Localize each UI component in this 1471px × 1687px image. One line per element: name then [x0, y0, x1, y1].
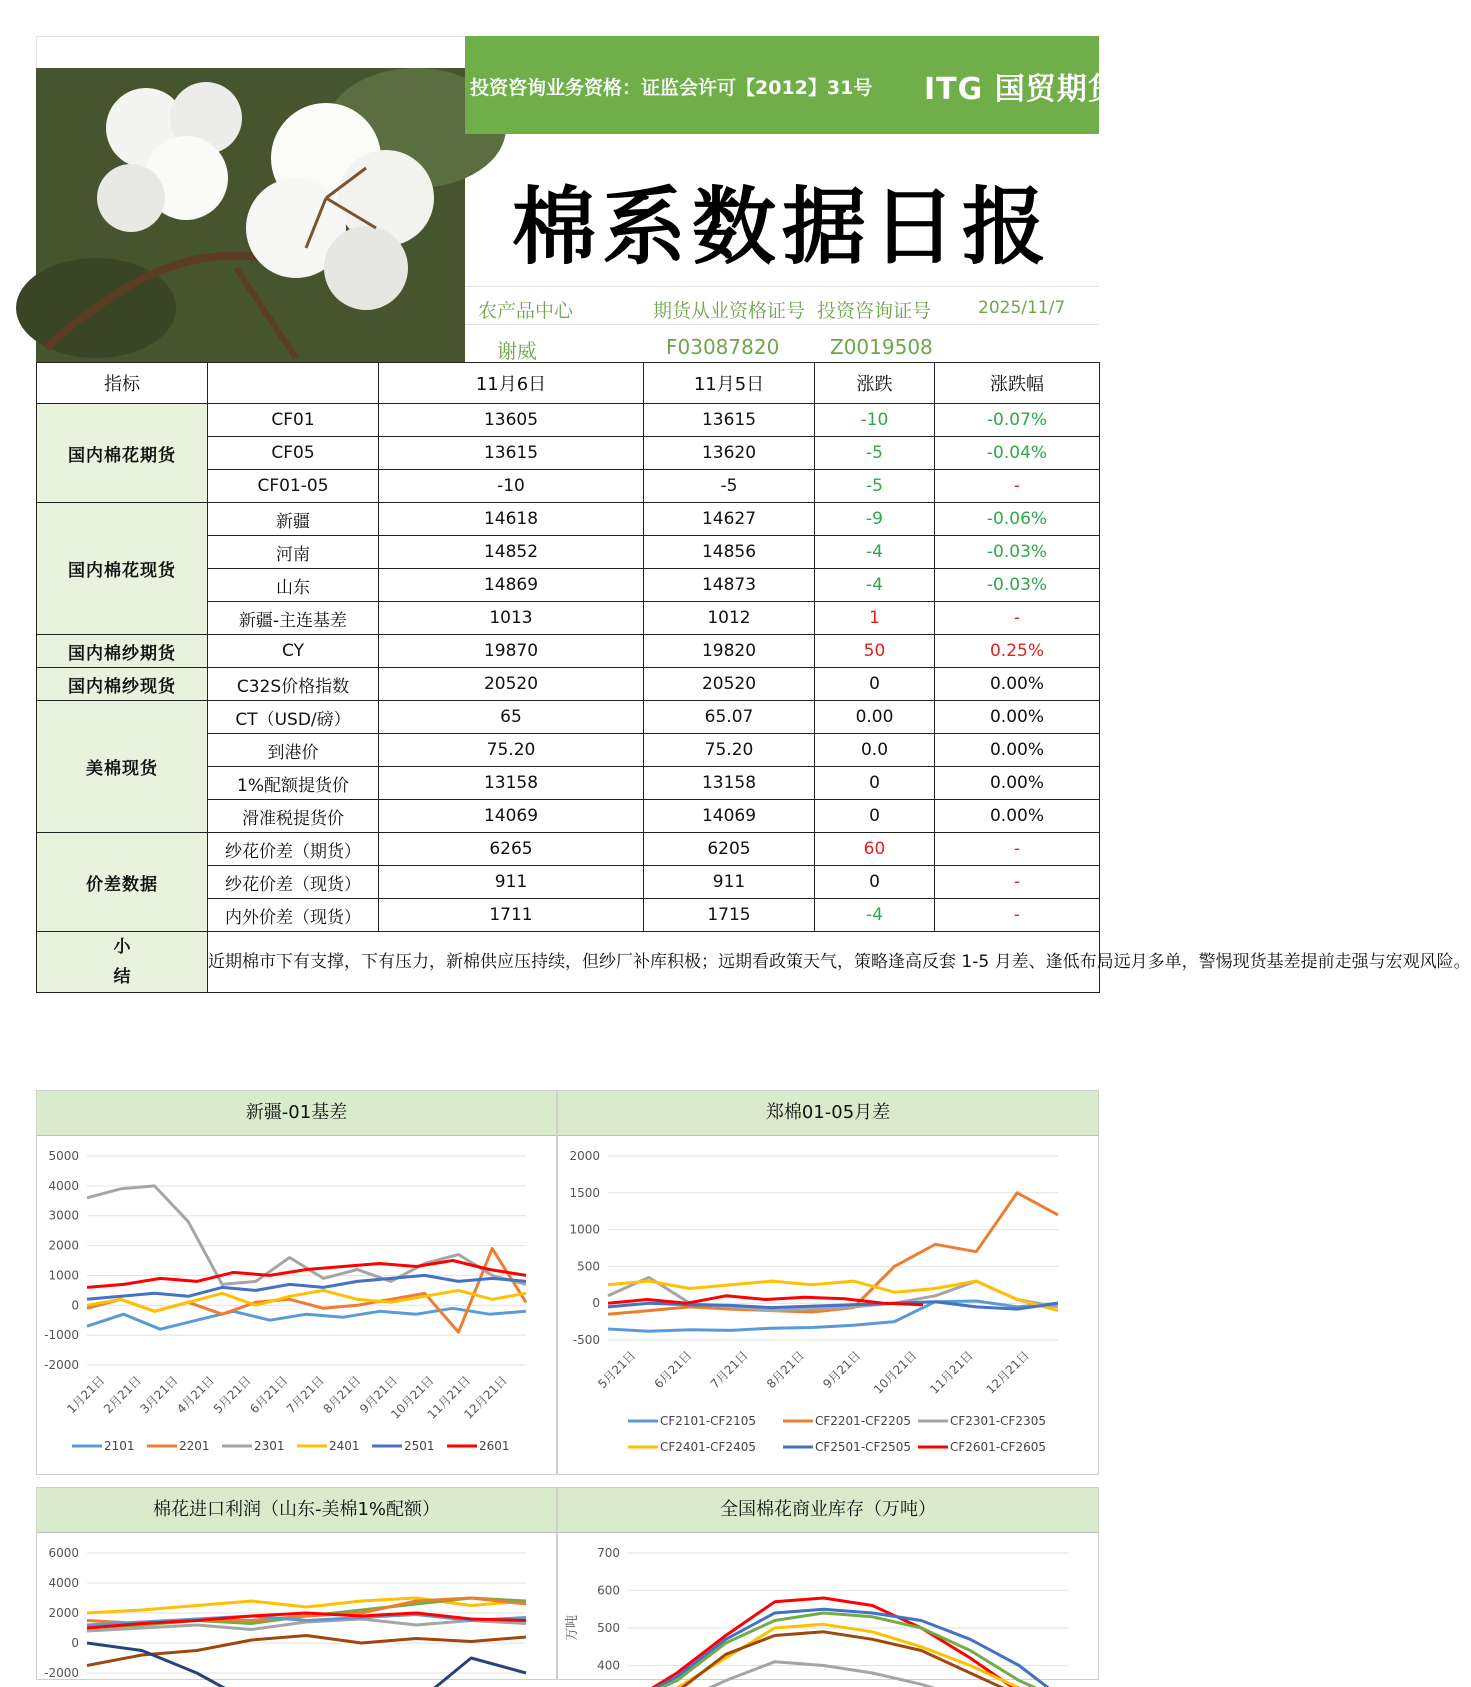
- change-cell: 0: [815, 668, 935, 701]
- value-today-cell: 911: [379, 866, 644, 899]
- chart-title: 全国棉花商业库存（万吨）: [558, 1488, 1098, 1533]
- change-pct-cell: -: [935, 833, 1100, 866]
- category-label: 国内棉花期货: [37, 404, 208, 503]
- change-cell: -5: [815, 437, 935, 470]
- header-cell: 11月5日: [644, 363, 815, 404]
- indicator-cell: 山东: [208, 569, 379, 602]
- value-prev-cell: 911: [644, 866, 815, 899]
- x-tick-label: 3月21日: [137, 1373, 181, 1417]
- value-today-cell: 1711: [379, 899, 644, 932]
- value-today-cell: 1013: [379, 602, 644, 635]
- indicator-cell: CF01-05: [208, 470, 379, 503]
- x-tick-label: 6月21日: [651, 1348, 695, 1392]
- x-tick-label: 1月21日: [64, 1373, 108, 1417]
- x-tick-label: 8月21日: [763, 1348, 807, 1392]
- change-cell: 1: [815, 602, 935, 635]
- chart-panel-inventory: [557, 1487, 1099, 1680]
- value-prev-cell: 6205: [644, 833, 815, 866]
- chart-basis: [37, 1136, 556, 1475]
- y-tick-label: 1000: [48, 1268, 79, 1283]
- value-today-cell: 13158: [379, 767, 644, 800]
- y-tick-label: -2000: [44, 1358, 79, 1372]
- header-cell: 指标: [37, 363, 208, 404]
- value-prev-cell: 65.07: [644, 701, 815, 734]
- value-today-cell: 13615: [379, 437, 644, 470]
- change-pct-cell: -0.04%: [935, 437, 1100, 470]
- header-cell: 涨跌: [815, 363, 935, 404]
- category-label: 国内棉纱期货: [37, 635, 208, 668]
- y-tick-label: 1000: [569, 1222, 600, 1237]
- value-today-cell: 13605: [379, 404, 644, 437]
- indicator-cell: 到港价: [208, 734, 379, 767]
- y-tick-label: 500: [577, 1259, 600, 1274]
- x-tick-label: 6月21日: [247, 1373, 291, 1417]
- chart-title: 新疆-01基差: [37, 1091, 556, 1136]
- value-today-cell: 65: [379, 701, 644, 734]
- change-cell: 60: [815, 833, 935, 866]
- x-tick-label: 8月21日: [320, 1373, 364, 1417]
- table-row: [37, 503, 1100, 536]
- value-prev-cell: 14873: [644, 569, 815, 602]
- legend-label: CF2101-CF2105: [660, 1414, 756, 1428]
- y-tick-label: -2000: [44, 1666, 79, 1680]
- legend-label: CF2301-CF2305: [950, 1414, 1046, 1428]
- analyst-cert2: Z0019508: [830, 335, 933, 359]
- change-pct-cell: -: [935, 470, 1100, 503]
- x-tick-label: 12月21日: [983, 1348, 1032, 1397]
- header-cell: 11月6日: [379, 363, 644, 404]
- legend-label: 2101: [104, 1439, 135, 1453]
- indicator-cell: CF05: [208, 437, 379, 470]
- legend-label: 2501: [404, 1439, 435, 1453]
- x-tick-label: 7月21日: [283, 1373, 327, 1417]
- change-cell: -10: [815, 404, 935, 437]
- change-pct-cell: -0.03%: [935, 536, 1100, 569]
- data-table: [36, 362, 1471, 993]
- value-today-cell: 19870: [379, 635, 644, 668]
- y-axis-label: 万吨: [565, 1614, 580, 1642]
- y-tick-label: 5000: [48, 1149, 79, 1163]
- change-cell: -9: [815, 503, 935, 536]
- chart-panel-import-profit: [36, 1487, 557, 1680]
- indicator-cell: C32S价格指数: [208, 668, 379, 701]
- chart-title: 郑棉01-05月差: [558, 1091, 1098, 1136]
- x-tick-label: 7月21日: [707, 1348, 751, 1392]
- change-pct-cell: 0.00%: [935, 767, 1100, 800]
- value-today-cell: 75.20: [379, 734, 644, 767]
- y-tick-label: 2000: [48, 1238, 79, 1253]
- x-tick-label: 5月21日: [595, 1348, 639, 1392]
- value-prev-cell: 13158: [644, 767, 815, 800]
- category-label: 国内棉花现货: [37, 503, 208, 635]
- change-pct-cell: 0.00%: [935, 734, 1100, 767]
- value-today-cell: -10: [379, 470, 644, 503]
- chart-panel-spread: [557, 1090, 1099, 1475]
- series-line: [628, 1609, 1068, 1687]
- indicator-cell: 纱花价差（现货）: [208, 866, 379, 899]
- y-tick-label: 700: [597, 1546, 620, 1560]
- change-cell: -4: [815, 569, 935, 602]
- value-prev-cell: 1012: [644, 602, 815, 635]
- legend-label: CF2201-CF2205: [815, 1414, 911, 1428]
- change-pct-cell: -0.03%: [935, 569, 1100, 602]
- chart-panel-basis: [36, 1090, 557, 1475]
- legend-label: CF2401-CF2405: [660, 1440, 756, 1454]
- divider: [465, 286, 1099, 287]
- indicator-cell: 新疆: [208, 503, 379, 536]
- legend-label: 2201: [179, 1439, 210, 1453]
- value-today-cell: 14869: [379, 569, 644, 602]
- chart-spread: [558, 1136, 1098, 1475]
- indicator-cell: 河南: [208, 536, 379, 569]
- change-cell: 0: [815, 866, 935, 899]
- indicator-cell: CY: [208, 635, 379, 668]
- y-tick-label: 0: [71, 1636, 79, 1650]
- change-pct-cell: -: [935, 899, 1100, 932]
- y-tick-label: 400: [597, 1658, 620, 1673]
- y-tick-label: 0: [71, 1298, 79, 1313]
- change-cell: 0.0: [815, 734, 935, 767]
- legend-label: 2601: [479, 1439, 510, 1453]
- indicator-cell: 内外价差（现货）: [208, 899, 379, 932]
- change-pct-cell: 0.00%: [935, 668, 1100, 701]
- change-pct-cell: 0.00%: [935, 800, 1100, 833]
- change-pct-cell: -0.07%: [935, 404, 1100, 437]
- series-line: [87, 1261, 526, 1288]
- table-row: [37, 635, 1100, 668]
- cert1-label: 期货从业资格证号: [653, 300, 806, 322]
- category-label: 美棉现货: [37, 701, 208, 833]
- y-tick-label: 2000: [569, 1149, 600, 1163]
- series-line: [608, 1193, 1058, 1314]
- change-cell: 0.00: [815, 701, 935, 734]
- x-tick-label: 9月21日: [820, 1348, 864, 1392]
- y-tick-label: 600: [597, 1583, 620, 1598]
- change-pct-cell: -0.06%: [935, 503, 1100, 536]
- license-text: 投资咨询业务资格：证监会许可【2012】31号: [470, 77, 873, 99]
- change-pct-cell: -: [935, 866, 1100, 899]
- table-header-row: [37, 363, 1100, 404]
- legend-label: CF2501-CF2505: [815, 1440, 911, 1454]
- value-today-cell: 20520: [379, 668, 644, 701]
- header-cell: [208, 363, 379, 404]
- value-prev-cell: 1715: [644, 899, 815, 932]
- chart-import-profit: [37, 1533, 556, 1683]
- x-tick-label: 11月21日: [927, 1348, 976, 1397]
- summary-row: [37, 932, 1100, 993]
- y-tick-label: 4000: [48, 1178, 79, 1193]
- change-pct-cell: -: [935, 602, 1100, 635]
- change-pct-cell: 0.00%: [935, 701, 1100, 734]
- indicator-cell: 1%配额提货价: [208, 767, 379, 800]
- summary-label: 小 结: [37, 932, 208, 993]
- x-tick-label: 10月21日: [388, 1373, 437, 1422]
- table-row: [37, 404, 1100, 437]
- value-today-cell: 6265: [379, 833, 644, 866]
- value-prev-cell: -5: [644, 470, 815, 503]
- value-prev-cell: 13615: [644, 404, 815, 437]
- change-pct-cell: 0.25%: [935, 635, 1100, 668]
- change-cell: 50: [815, 635, 935, 668]
- x-tick-label: 2月21日: [100, 1373, 144, 1417]
- category-label: 价差数据: [37, 833, 208, 932]
- table-row: [37, 833, 1100, 866]
- change-cell: -4: [815, 899, 935, 932]
- cert2-label: 投资咨询证号: [817, 300, 932, 322]
- value-prev-cell: 14856: [644, 536, 815, 569]
- value-today-cell: 14618: [379, 503, 644, 536]
- y-tick-label: 4000: [48, 1576, 79, 1590]
- value-prev-cell: 19820: [644, 635, 815, 668]
- y-tick-label: -1000: [44, 1328, 79, 1343]
- indicator-cell: 滑准税提货价: [208, 800, 379, 833]
- indicator-cell: CF01: [208, 404, 379, 437]
- analyst-name: 谢威: [497, 339, 537, 363]
- change-cell: -4: [815, 536, 935, 569]
- value-prev-cell: 13620: [644, 437, 815, 470]
- y-tick-label: 0: [592, 1296, 600, 1311]
- x-tick-label: 11月21日: [424, 1373, 474, 1422]
- analyst-cert1: F03087820: [666, 335, 780, 359]
- value-today-cell: 14852: [379, 536, 644, 569]
- indicator-cell: CT（USD/磅）: [208, 701, 379, 734]
- value-today-cell: 14069: [379, 800, 644, 833]
- divider: [465, 324, 1099, 325]
- legend-label: 2401: [329, 1439, 360, 1453]
- x-tick-label: 4月21日: [174, 1373, 218, 1417]
- dept-label: 农产品中心: [478, 300, 574, 322]
- change-cell: 0: [815, 800, 935, 833]
- value-prev-cell: 75.20: [644, 734, 815, 767]
- x-tick-label: 10月21日: [871, 1348, 920, 1397]
- change-cell: 0: [815, 767, 935, 800]
- value-prev-cell: 14627: [644, 503, 815, 536]
- company-logo: ITG 国贸期货: [924, 72, 1119, 107]
- category-label: 国内棉纱现货: [37, 668, 208, 701]
- x-tick-label: 9月21日: [357, 1373, 401, 1417]
- x-tick-label: 12月21日: [461, 1373, 510, 1422]
- value-prev-cell: 20520: [644, 668, 815, 701]
- y-tick-label: 2000: [48, 1606, 79, 1620]
- y-tick-label: 1500: [569, 1185, 600, 1200]
- y-tick-label: -500: [572, 1333, 600, 1347]
- series-line: [87, 1643, 526, 1687]
- y-tick-label: 3000: [48, 1208, 79, 1223]
- legend-label: CF2601-CF2605: [950, 1440, 1046, 1454]
- series-line: [87, 1636, 526, 1666]
- indicator-cell: 新疆-主连基差: [208, 602, 379, 635]
- report-title: 棉系数据日报: [511, 178, 1052, 276]
- y-tick-label: 6000: [48, 1546, 79, 1560]
- summary-text: 近期棉市下有支撑，下有压力，新棉供应压持续，但纱厂补库积极；远期看政策天气，策略逢高反套 1-5 月差、逢低布局远月多单，警惕现货基差提前走强与宏观风险。: [208, 932, 1100, 993]
- table-row: [37, 668, 1100, 701]
- header-cell: 涨跌幅: [935, 363, 1100, 404]
- table-row: [37, 701, 1100, 734]
- indicator-cell: 纱花价差（期货）: [208, 833, 379, 866]
- chart-inventory: [558, 1533, 1098, 1683]
- cotton-photo: [36, 68, 465, 362]
- value-prev-cell: 14069: [644, 800, 815, 833]
- y-tick-label: 500: [597, 1621, 620, 1635]
- legend-label: 2301: [254, 1439, 285, 1453]
- x-tick-label: 5月21日: [210, 1373, 254, 1417]
- chart-title: 棉花进口利润（山东-美棉1%配额）: [37, 1488, 556, 1533]
- change-cell: -5: [815, 470, 935, 503]
- report-date: 2025/11/7: [978, 298, 1066, 318]
